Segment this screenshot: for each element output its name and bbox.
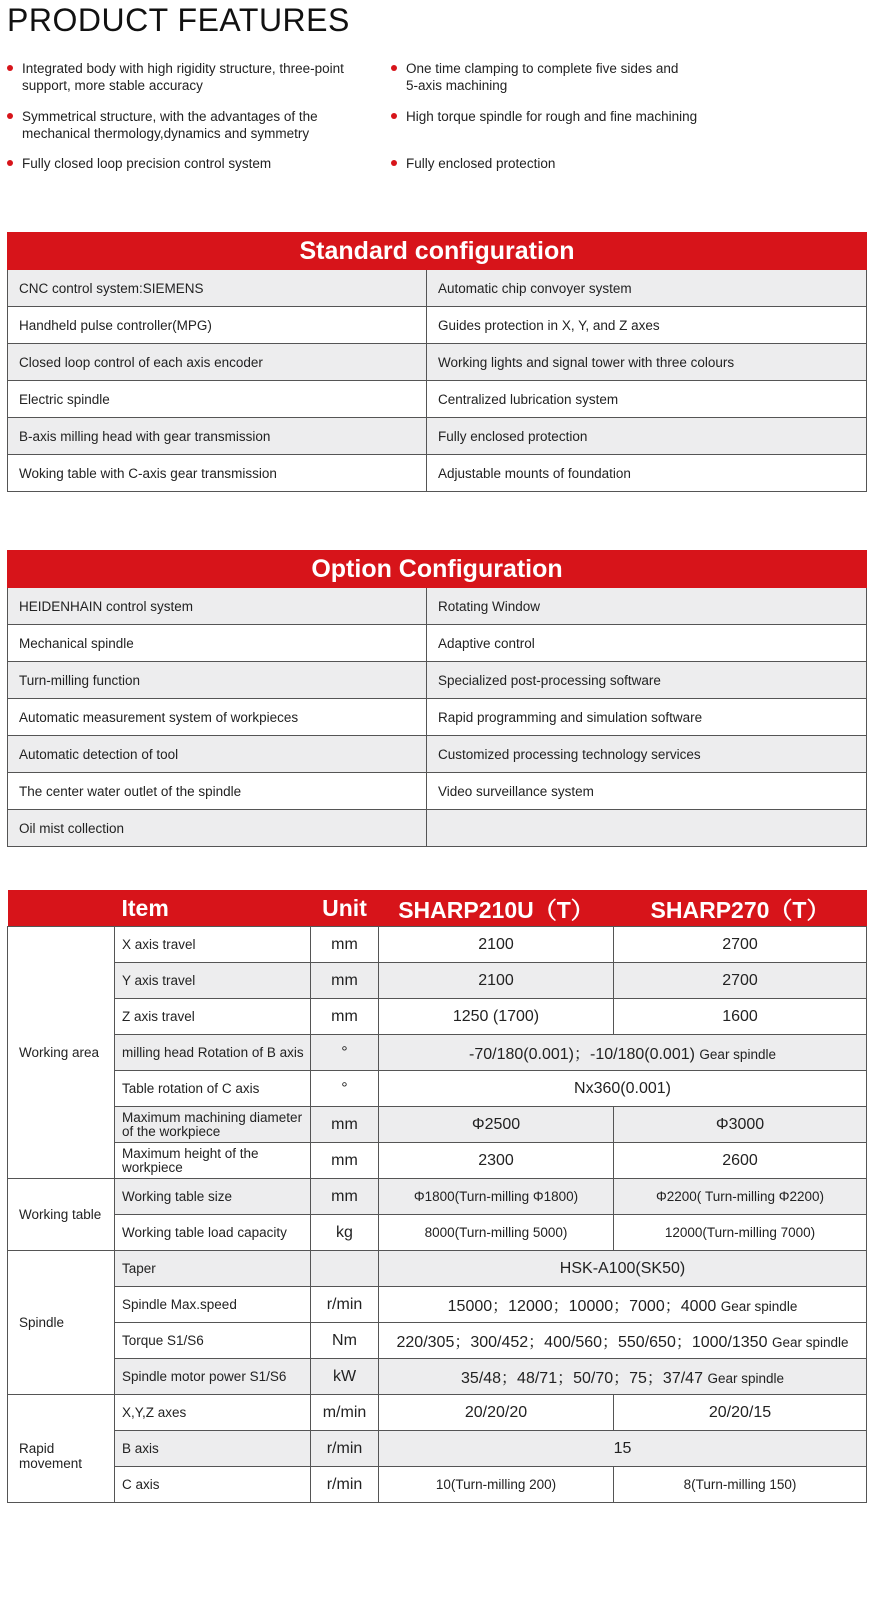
spec-item: Spindle Max.speed	[115, 1287, 311, 1323]
spec-value: 8(Turn-milling 150)	[614, 1467, 867, 1503]
config-cell: Automatic measurement system of workpieces	[8, 699, 427, 736]
config-cell: HEIDENHAIN control system	[8, 588, 427, 625]
spec-item: Maximum height of the workpiece	[115, 1143, 311, 1179]
spec-value: 2100	[379, 963, 614, 999]
spec-unit: r/min	[311, 1287, 379, 1323]
feature-item: Symmetrical structure, with the advantages of the mechanical thermology,dynamics and symmetry	[7, 108, 318, 142]
config-cell: Oil mist collection	[8, 810, 427, 847]
spec-item: Spindle motor power S1/S6	[115, 1359, 311, 1395]
feature-item: One time clamping to complete five sides and 5-axis machining	[391, 60, 678, 94]
spec-item: X,Y,Z axes	[115, 1395, 311, 1431]
bullet-icon	[391, 113, 397, 119]
spec-unit: mm	[311, 1107, 379, 1143]
spec-item: C axis	[115, 1467, 311, 1503]
spec-unit: r/min	[311, 1431, 379, 1467]
spec-value: 220/305；300/452；400/560；550/650；1000/1350 Gear spindle	[379, 1323, 867, 1359]
header-model-1: SHARP210U（T）	[379, 890, 614, 927]
config-cell: Automatic chip convoyer system	[427, 270, 867, 307]
spec-value: 10(Turn-milling 200)	[379, 1467, 614, 1503]
spec-unit	[311, 1251, 379, 1287]
spec-value: 2600	[614, 1143, 867, 1179]
header-unit: Unit	[311, 890, 379, 927]
spec-value: 20/20/20	[379, 1395, 614, 1431]
group-label: Spindle	[8, 1251, 115, 1395]
group-label: Rapid movement	[8, 1395, 115, 1503]
spec-unit: mm	[311, 999, 379, 1035]
spec-value: 15000；12000；10000；7000；4000 Gear spindle	[379, 1287, 867, 1323]
spec-value: 12000(Turn-milling 7000)	[614, 1215, 867, 1251]
spec-value: Nx360(0.001)	[379, 1071, 867, 1107]
feature-list	[7, 60, 867, 185]
section-title: Option Configuration	[8, 551, 867, 588]
spec-unit: mm	[311, 963, 379, 999]
spec-value: Φ1800(Turn-milling Φ1800)	[379, 1179, 614, 1215]
spec-unit: mm	[311, 1179, 379, 1215]
section-title: Standard configuration	[8, 233, 867, 270]
spec-unit: r/min	[311, 1467, 379, 1503]
spec-value: 15	[379, 1431, 867, 1467]
config-cell: Automatic detection of tool	[8, 736, 427, 773]
option-config-table	[7, 550, 867, 847]
spec-value: 2700	[614, 963, 867, 999]
spec-value: 35/48；48/71；50/70；75；37/47 Gear spindle	[379, 1359, 867, 1395]
config-cell: Handheld pulse controller(MPG)	[8, 307, 427, 344]
spec-value: Φ2200( Turn-milling Φ2200)	[614, 1179, 867, 1215]
standard-config-table	[7, 232, 867, 492]
spec-item: Maximum machining diameter of the workpiece	[115, 1107, 311, 1143]
config-cell: Fully enclosed protection	[427, 418, 867, 455]
config-cell: B-axis milling head with gear transmission	[8, 418, 427, 455]
config-cell: Woking table with C-axis gear transmission	[8, 455, 427, 492]
group-label: Working area	[8, 927, 115, 1179]
spec-value: HSK-A100(SK50)	[379, 1251, 867, 1287]
spec-unit: mm	[311, 1143, 379, 1179]
spec-item: Taper	[115, 1251, 311, 1287]
group-label: Working table	[8, 1179, 115, 1251]
spec-item: Working table size	[115, 1179, 311, 1215]
spec-value: 8000(Turn-milling 5000)	[379, 1215, 614, 1251]
header-item: Item	[115, 890, 311, 927]
spec-unit: Nm	[311, 1323, 379, 1359]
feature-item: High torque spindle for rough and fine machining	[391, 108, 697, 125]
bullet-icon	[391, 160, 397, 166]
config-cell: Rotating Window	[427, 588, 867, 625]
spec-value: Φ3000	[614, 1107, 867, 1143]
bullet-icon	[7, 160, 13, 166]
spec-item: milling head Rotation of B axis	[115, 1035, 311, 1071]
config-cell: Video surveillance system	[427, 773, 867, 810]
config-cell: Working lights and signal tower with three colours	[427, 344, 867, 381]
spec-table	[7, 890, 867, 1503]
spec-item: B axis	[115, 1431, 311, 1467]
spec-value: Φ2500	[379, 1107, 614, 1143]
config-cell: Electric spindle	[8, 381, 427, 418]
config-cell: Adaptive control	[427, 625, 867, 662]
config-cell: Mechanical spindle	[8, 625, 427, 662]
spec-unit: °	[311, 1035, 379, 1071]
bullet-icon	[391, 65, 397, 71]
config-cell	[427, 810, 867, 847]
spec-item: Y axis travel	[115, 963, 311, 999]
spec-unit: kg	[311, 1215, 379, 1251]
config-cell: Adjustable mounts of foundation	[427, 455, 867, 492]
config-cell: Specialized post-processing software	[427, 662, 867, 699]
config-cell: Closed loop control of each axis encoder	[8, 344, 427, 381]
spec-unit: m/min	[311, 1395, 379, 1431]
config-cell: Centralized lubrication system	[427, 381, 867, 418]
spec-unit: kW	[311, 1359, 379, 1395]
feature-item: Integrated body with high rigidity structure, three-point support, more stable accuracy	[7, 60, 344, 94]
spec-value: -70/180(0.001)；-10/180(0.001) Gear spindle	[379, 1035, 867, 1071]
spec-item: X axis travel	[115, 927, 311, 963]
bullet-icon	[7, 65, 13, 71]
spec-value: 20/20/15	[614, 1395, 867, 1431]
spec-unit: °	[311, 1071, 379, 1107]
config-cell: CNC control system:SIEMENS	[8, 270, 427, 307]
spec-value: 1250 (1700)	[379, 999, 614, 1035]
feature-item: Fully enclosed protection	[391, 155, 555, 172]
page-title: PRODUCT FEATURES	[7, 2, 350, 38]
config-cell: Customized processing technology services	[427, 736, 867, 773]
spec-value: 1600	[614, 999, 867, 1035]
spec-item: Torque S1/S6	[115, 1323, 311, 1359]
feature-item: Fully closed loop precision control system	[7, 155, 271, 172]
spec-value: 2700	[614, 927, 867, 963]
config-cell: Guides protection in X, Y, and Z axes	[427, 307, 867, 344]
bullet-icon	[7, 113, 13, 119]
spec-value: 2300	[379, 1143, 614, 1179]
spec-item: Table rotation of C axis	[115, 1071, 311, 1107]
config-cell: Turn-milling function	[8, 662, 427, 699]
spec-value: 2100	[379, 927, 614, 963]
config-cell: The center water outlet of the spindle	[8, 773, 427, 810]
header-model-2: SHARP270（T）	[614, 890, 867, 927]
spec-unit: mm	[311, 927, 379, 963]
config-cell: Rapid programming and simulation software	[427, 699, 867, 736]
spec-item: Working table load capacity	[115, 1215, 311, 1251]
spec-item: Z axis travel	[115, 999, 311, 1035]
